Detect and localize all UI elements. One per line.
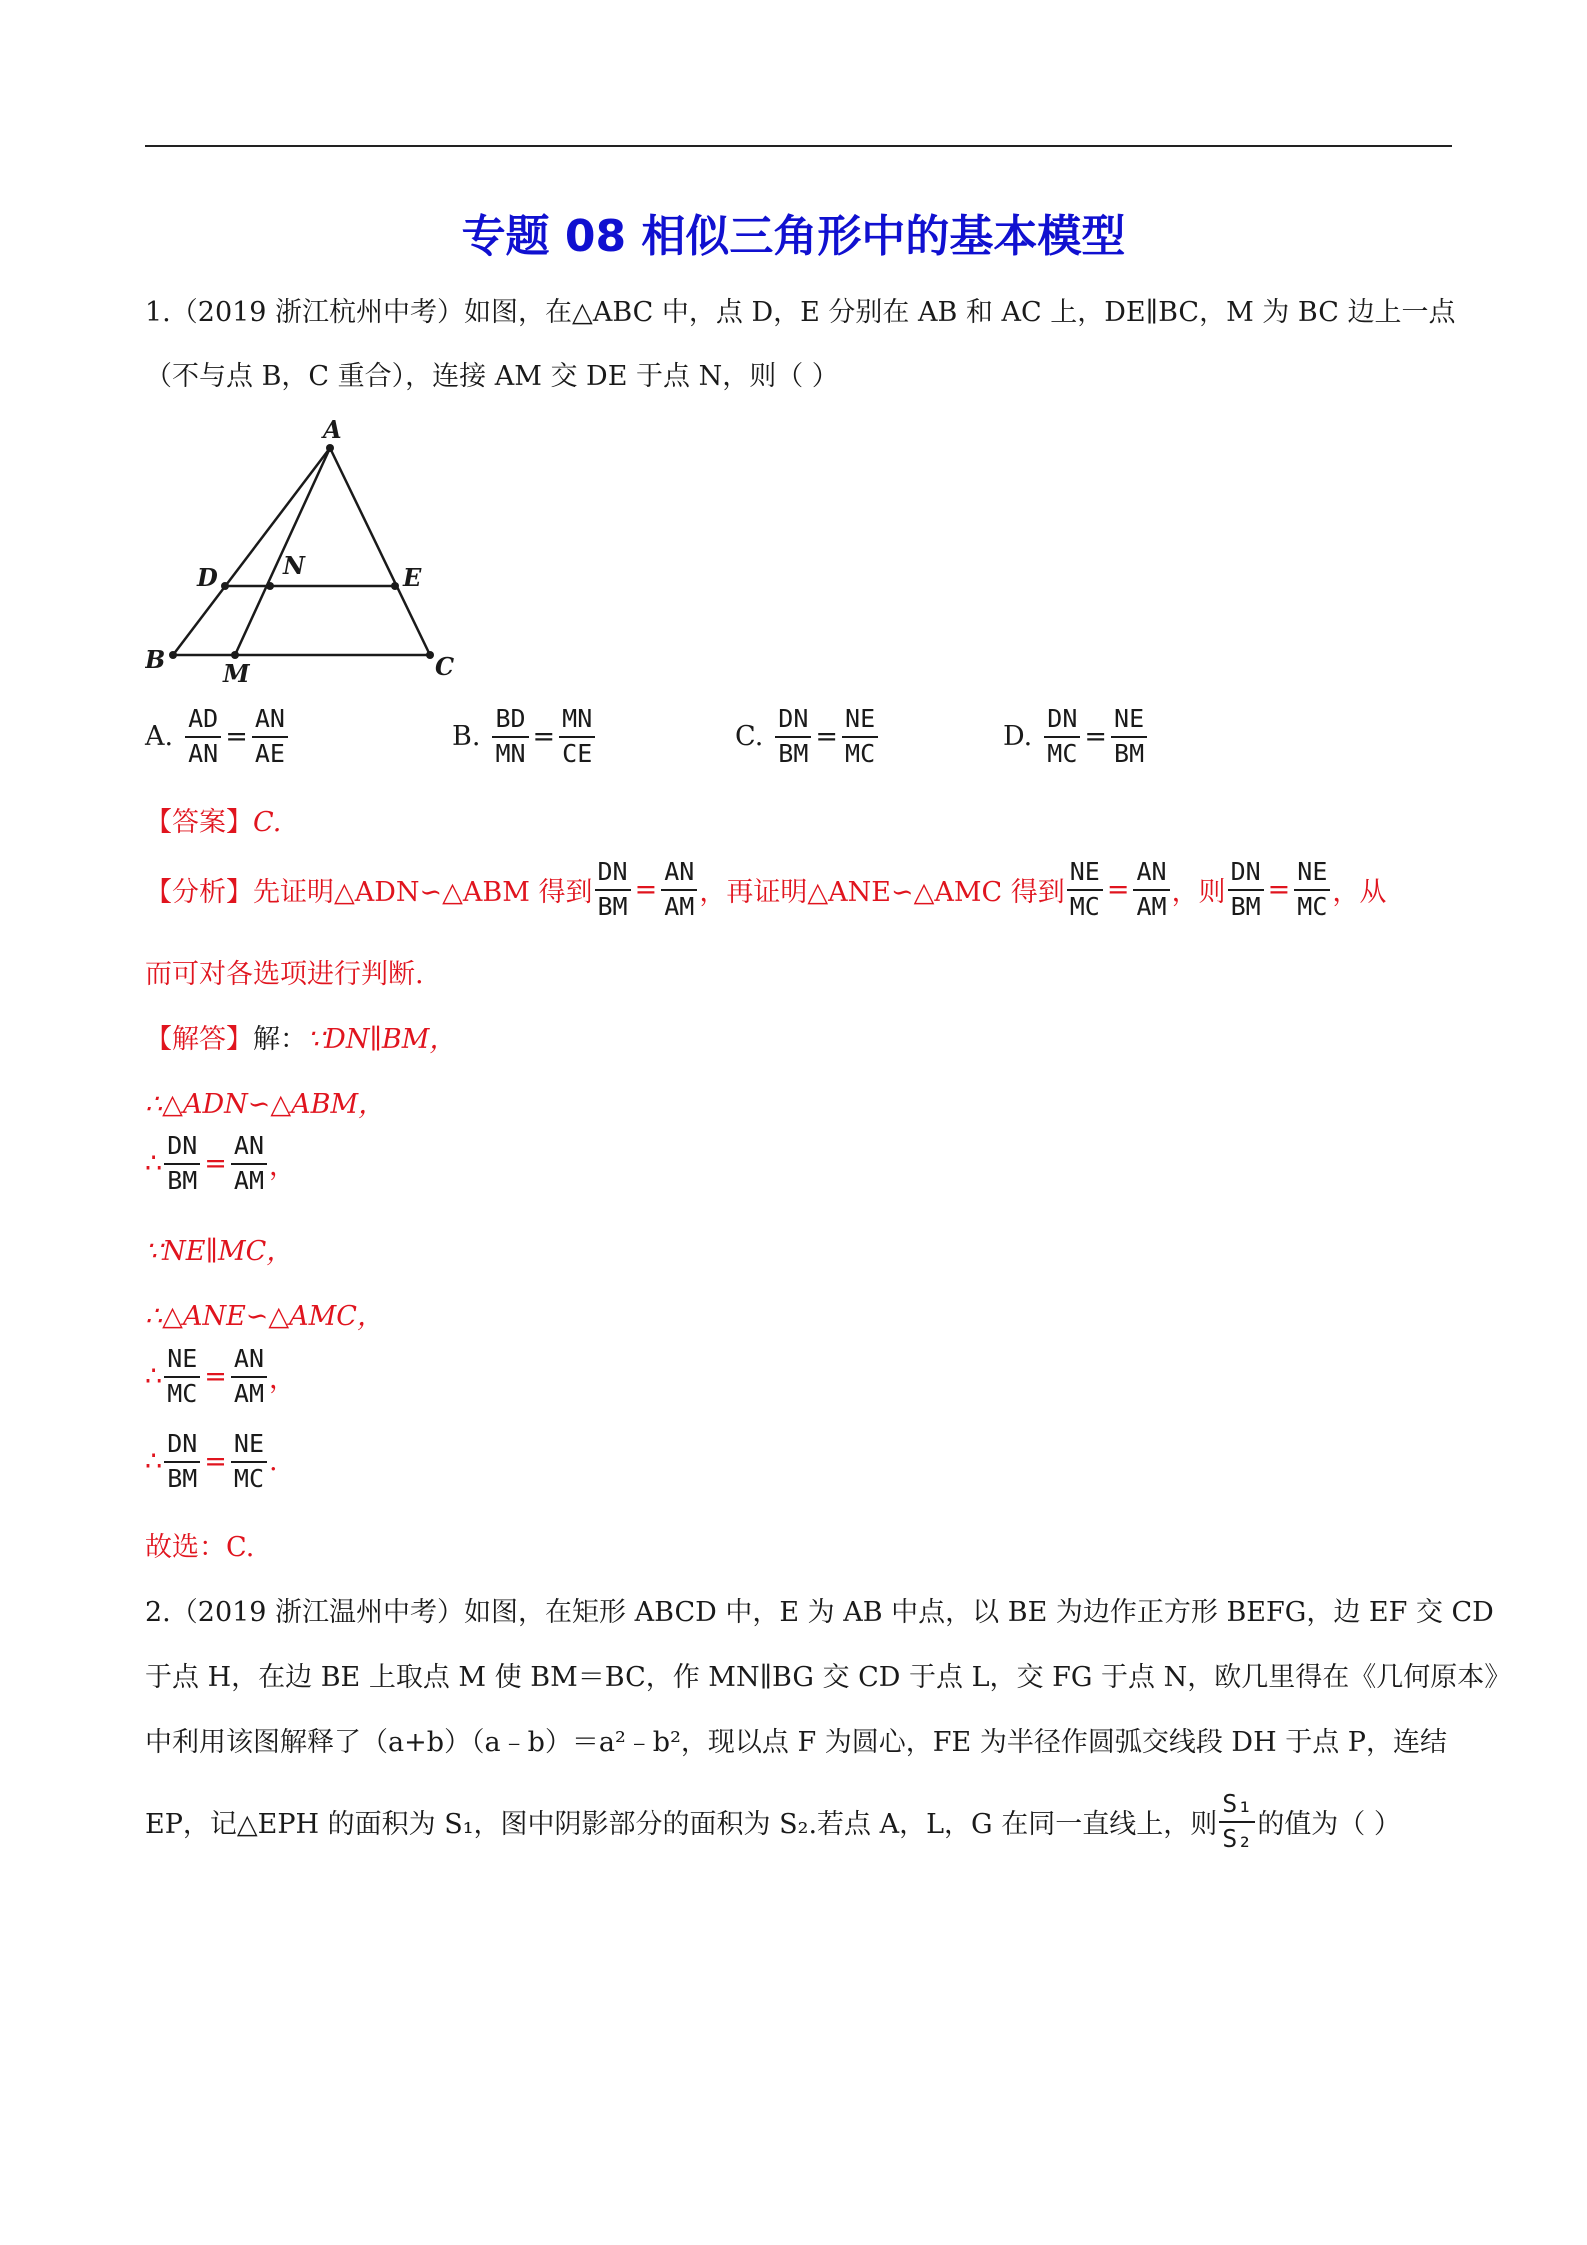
- frac-den: AM: [664, 891, 695, 921]
- frac-num: NE: [1067, 858, 1103, 891]
- analysis-tag: 【分析】: [145, 877, 253, 909]
- frac-den: MC: [845, 738, 876, 768]
- fig-label-M: M: [223, 659, 250, 688]
- therefore-symbol: ∴: [145, 1446, 163, 1478]
- frac-num: NE: [231, 1430, 267, 1463]
- analysis-line1: 【分析】 先证明△ADN∽△ABM 得到 $\frac{DN}{BM}$ = $\frac{AN}{AM}$ ，再证明△ANE∽△AMC 得到 $\frac{NE}{MC}$ = $\frac{AN}{AM}$ ，则 $\frac{DN}{BM}$ = $\frac{NE}{MC}$ ，从: [145, 857, 1387, 921]
- frac-den: MN: [495, 738, 526, 768]
- frac-num: NE: [164, 1345, 200, 1378]
- solution-s2: ∴△ADN∽△ABM，: [145, 1089, 386, 1120]
- frac-num: DN: [164, 1430, 200, 1463]
- frac-num: NE: [842, 705, 878, 738]
- option-a: A. $\frac{AD}{AN}$ = $\frac{AN}{AE}$: [145, 705, 290, 769]
- punct: .: [269, 1446, 278, 1478]
- therefore-symbol: ∴: [145, 1148, 163, 1180]
- q1-text-line1: 1.（2019 浙江杭州中考）如图，在△ABC 中，点 D，E 分别在 AB 和 AC 上，DE∥BC，M 为 BC 边上一点: [145, 297, 1456, 328]
- q1-text-line2: （不与点 B，C 重合），连接 AM 交 DE 于点 N，则（ ）: [145, 361, 839, 392]
- therefore-symbol: ∴: [145, 1361, 163, 1393]
- answer-line: [145, 800, 281, 839]
- frac-den: MC: [233, 1463, 265, 1493]
- solution-s4: ∵NE∥MC，: [145, 1236, 294, 1267]
- frac-den: AN: [188, 738, 219, 768]
- q2-text-line1: 2.（2019 浙江温州中考）如图，在矩形 ABCD 中，E 为 AB 中点，以 BE 为边作正方形 BEFG，边 EF 交 CD: [145, 1597, 1494, 1628]
- frac-den: S₂: [1222, 1823, 1253, 1853]
- frac-den: BM: [1230, 891, 1261, 921]
- q1-triangle-figure: [145, 410, 485, 697]
- fig-label-D: D: [197, 563, 218, 592]
- frac-den: AE: [254, 738, 285, 768]
- solution-tag: 【解答】: [145, 1024, 253, 1055]
- frac-num: DN: [595, 858, 631, 891]
- frac-den: CE: [562, 738, 593, 768]
- frac-num: NE: [1294, 858, 1330, 891]
- frac-num: AN: [252, 705, 288, 738]
- frac-den: AM: [233, 1165, 265, 1195]
- fig-label-B: B: [145, 645, 166, 674]
- answer-tag: 【答案】: [145, 807, 253, 838]
- q2-text-line3: 中利用该图解释了（a+b）（a﹣b）＝a²﹣b²，现以点 F 为圆心，FE 为半径作圆弧交线段 DH 于点 P，连结: [145, 1727, 1447, 1758]
- solution-s7: ∴ $\frac{DN}{BM}$ = $\frac{NE}{MC}$ .: [145, 1429, 278, 1493]
- q2-line4-part2: 的值为（ ）: [1257, 1809, 1401, 1841]
- option-b-label: B.: [452, 721, 481, 753]
- frac-num: AN: [661, 858, 697, 891]
- fig-label-E: E: [403, 563, 422, 592]
- option-a-label: A.: [145, 721, 174, 753]
- frac-num: AD: [185, 705, 221, 738]
- q2-text-line2: 于点 H，在边 BE 上取点 M 使 BM＝BC，作 MN∥BG 交 CD 于点 L，交 FG 于点 N，欧几里得在《几何原本》: [145, 1662, 1512, 1693]
- solution-s5: ∴△ANE∽△AMC，: [145, 1301, 384, 1332]
- frac-num: S₁: [1219, 1790, 1255, 1823]
- page-title: 专题 08 相似三角形中的基本模型: [461, 211, 1126, 262]
- frac-den: BM: [597, 891, 628, 921]
- option-c: C. $\frac{DN}{BM}$ = $\frac{NE}{MC}$: [735, 705, 880, 769]
- frac-den: BM: [167, 1165, 198, 1195]
- frac-den: BM: [778, 738, 809, 768]
- header-rule: [145, 145, 1452, 147]
- solution-choice: 故选：C.: [145, 1532, 255, 1563]
- analysis-part2: ，再证明△ANE∽△AMC 得到: [699, 877, 1065, 909]
- solution-s3: ∴ $\frac{DN}{BM}$ = $\frac{AN}{AM}$ ，: [145, 1131, 297, 1195]
- punct: ，: [269, 1151, 297, 1183]
- punct: ，: [269, 1364, 297, 1396]
- frac-num: DN: [1044, 705, 1080, 738]
- solution-intro: 解：: [253, 1024, 307, 1055]
- frac-num: DN: [775, 705, 811, 738]
- frac-den: BM: [1114, 738, 1145, 768]
- frac-den: MC: [1069, 891, 1100, 921]
- option-c-label: C.: [735, 721, 764, 753]
- solution-line1: [145, 1017, 456, 1056]
- analysis-part1: 先证明△ADN∽△ABM 得到: [253, 877, 593, 909]
- fig-label-N: N: [283, 551, 305, 580]
- option-b: B. $\frac{BD}{MN}$ = $\frac{MN}{CE}$: [452, 705, 597, 769]
- frac-num: BD: [492, 705, 528, 738]
- q2-text-line4: [145, 1790, 1401, 1854]
- solution-s6: ∴ $\frac{NE}{MC}$ = $\frac{AN}{AM}$ ，: [145, 1344, 297, 1408]
- frac-den: AM: [1136, 891, 1167, 921]
- frac-num: AN: [231, 1345, 267, 1378]
- frac-den: BM: [167, 1463, 198, 1493]
- option-d-label: D.: [1003, 721, 1033, 753]
- analysis-part3: ，则: [1171, 877, 1226, 909]
- frac-den: AM: [233, 1378, 265, 1408]
- frac-num: AN: [231, 1132, 267, 1165]
- option-d: D. $\frac{DN}{MC}$ = $\frac{NE}{BM}$: [1003, 705, 1149, 769]
- frac-num: MN: [559, 705, 595, 738]
- solution-s1: ∵DN∥BM，: [307, 1024, 457, 1055]
- fig-label-C: C: [435, 652, 455, 681]
- frac-num: NE: [1111, 705, 1147, 738]
- fig-label-A: A: [323, 415, 342, 444]
- frac-den: MC: [167, 1378, 198, 1408]
- frac-num: DN: [1228, 858, 1264, 891]
- answer-value: C.: [253, 807, 282, 838]
- frac-num: AN: [1133, 858, 1169, 891]
- frac-num: DN: [164, 1132, 200, 1165]
- analysis-part4: ，从: [1332, 877, 1387, 909]
- analysis-line2: 而可对各选项进行判断.: [145, 959, 424, 990]
- q2-line4-part1: EP，记△EPH 的面积为 S₁，图中阴影部分的面积为 S₂.若点 A，L，G 在同一直线上，则: [145, 1809, 1218, 1841]
- frac-den: MC: [1047, 738, 1078, 768]
- frac-den: MC: [1297, 891, 1328, 921]
